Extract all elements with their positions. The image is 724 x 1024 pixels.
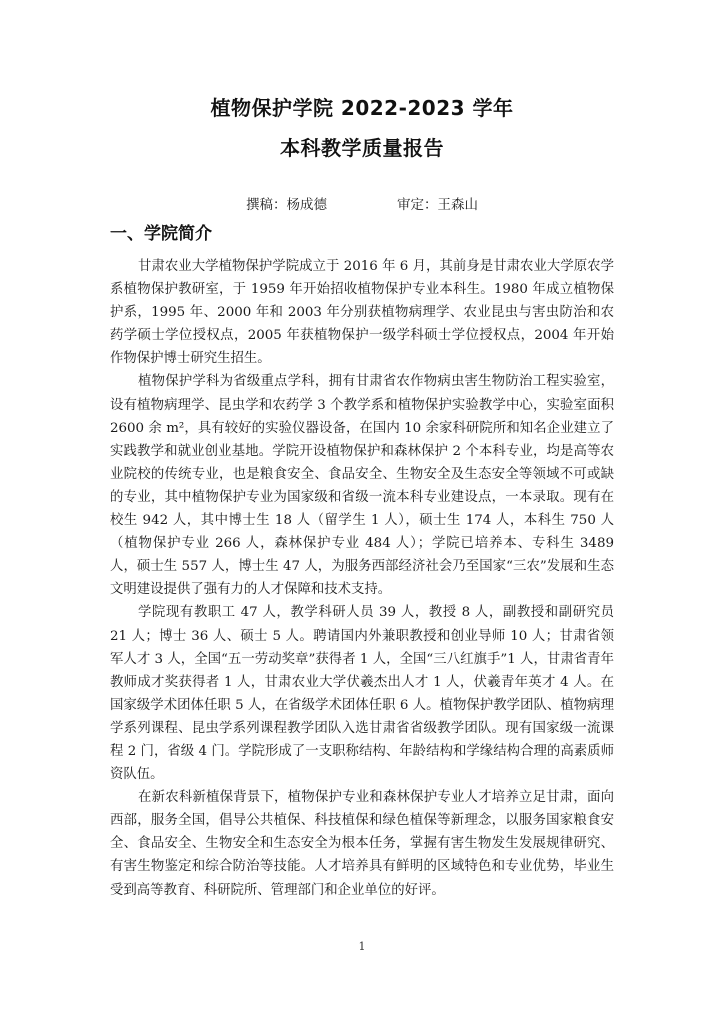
paragraph: 在新农科新植保背景下，植物保护专业和森林保护专业人才培养立足甘肃，面向西部，服务全国，倡导公共植保、科技植保和绿色植保等新理念，以服务国家粮食安全、食品安全、生物安全和生态安全为根本任务，掌握有害生物发生发展规律研究、有害生物鉴定和综合防治等技能。人才培养具有鲜明的区域特色和专业优势，毕业生受到高等教育、科研院所、管理部门和企业单位的好评。 <box>110 790 614 898</box>
report-title-line-2: 本科教学质量报告 <box>280 136 444 160</box>
report-title-line-1: 植物保护学院 2022-2023 学年 <box>210 96 514 120</box>
paragraph: 植物保护学科为省级重点学科，拥有甘肃省农作物病虫害生物防治工程实验室，设有植物病理学、昆虫学和农药学 3 个教学系和植物保护实验教学中心，实验室面积 2600 余 m²，具有较好的实验仪器设备，在国内 10 余家科研院所和知名企业建立了实践教学和就业创业基地。学院开设植物保护和森林保护 2 个本科专业，均是高等农业院校的传统专业，也是粮食安全、食品安全、生物安全及生态安全等领域不可或缺的专业，其中植物保护专业为国家级和省级一流本科专业建设点，一本录取。现有在校生 942 人，其中博士生 18 人（留学生 1 人），硕士生 174 人，本科生 750 人（植物保护专业 266 人，森林保护专业 484 人）；学院已培养本、专科生 3489 人，硕士生 557 人，博士生 47 人，为服务西部经济社会乃至国家“三农”发展和生态文明建设提供了强有力的人才保障和技术支持。 <box>110 374 614 598</box>
paragraph: 学院现有教职工 47 人，教学科研人员 39 人，教授 8 人，副教授和副研究员 21 人；博士 36 人、硕士 5 人。聘请国内外兼职教授和创业导师 10 人；甘肃省领军人才 3 人，全国“五一劳动奖章”获得者 1 人，全国“三八红旗手”1 人，甘肃省青年教师成才奖获得者 1 人，甘肃农业大学伏羲杰出人才 1 人，伏羲青年英才 4 人。在国家级学术团体任职 5 人，在省级学术团体任职 6 人。植物保护教学团队、植物病理学系列课程、昆虫学系列课程教学团队入选甘肃省省级教学团队。现有国家级一流课程 2 门，省级 4 门。学院形成了一支职称结构、年龄结构和学缘结构合理的高素质师资队伍。 <box>110 605 614 783</box>
section-heading: 一、学院简介 <box>110 224 212 244</box>
page-number: 1 <box>358 940 366 953</box>
paragraph: 甘肃农业大学植物保护学院成立于 2016 年 6 月，其前身是甘肃农业大学原农学系植物保护教研室，于 1959 年开始招收植物保护专业本科生。1980 年成立植物保护系，1995 年、2000 年和 2003 年分别获植物病理学、农业昆虫与害虫防治和农药学硕士学位授权点，2005 年获植物保护一级学科硕士学位授权点，2004 年开始作物保护博士研究生招生。 <box>110 259 614 367</box>
byline-reviewer: 审定：王森山 <box>397 197 478 213</box>
byline-writer: 撰稿：杨成德 <box>246 197 327 213</box>
byline <box>0 193 724 213</box>
body-text <box>110 255 614 902</box>
